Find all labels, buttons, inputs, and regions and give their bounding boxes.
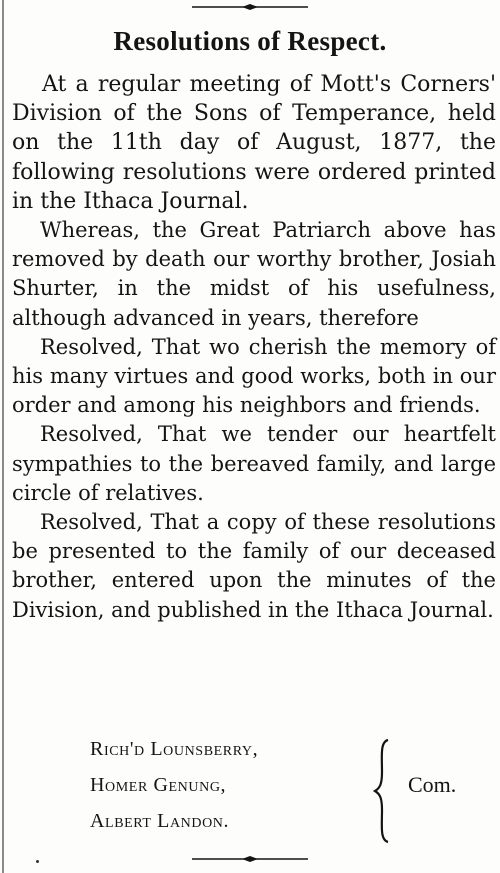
committee-label: Com. <box>408 772 457 797</box>
article-headline: Resolutions of Respect. <box>113 26 387 56</box>
curly-brace-icon <box>372 736 396 846</box>
resolution-paragraph-3: Resolved, That a copy of these resolutions be presented to the family of our deceased brother, entered upon the minutes of the Division, and published in the Ithaca Journal. <box>12 510 496 622</box>
print-speck <box>36 860 39 863</box>
column-rule <box>2 0 4 873</box>
committee-signatures <box>90 738 490 848</box>
signatory-2: Homer Genung, <box>90 774 227 796</box>
top-ornament-rule <box>190 0 310 14</box>
signatory-1: Rich'd Lounsberry, <box>90 738 259 760</box>
resolution-paragraph-2: Resolved, That we tender our heartfelt sympathies to the bereaved family, and large circle of relatives. <box>12 422 496 505</box>
article-body <box>12 70 496 625</box>
whereas-paragraph: Whereas, the Great Patriarch above has removed by death our worthy brother, Josiah Shurter, in the midst of his usefulness, although advanced in years, therefore <box>12 218 496 330</box>
intro-paragraph: At a regular meeting of Mott's Corners' Division of the Sons of Temperance, held on the 11th day of August, 1877, the following resolutions were ordered printed in the Ithaca Journal. <box>12 72 496 214</box>
signatory-3: Albert Landon. <box>90 810 230 832</box>
resolution-paragraph-1: Resolved, That wo cherish the memory of his many virtues and good works, both in our order and among his neighbors and friends. <box>12 334 496 418</box>
bottom-ornament-rule <box>190 852 310 866</box>
